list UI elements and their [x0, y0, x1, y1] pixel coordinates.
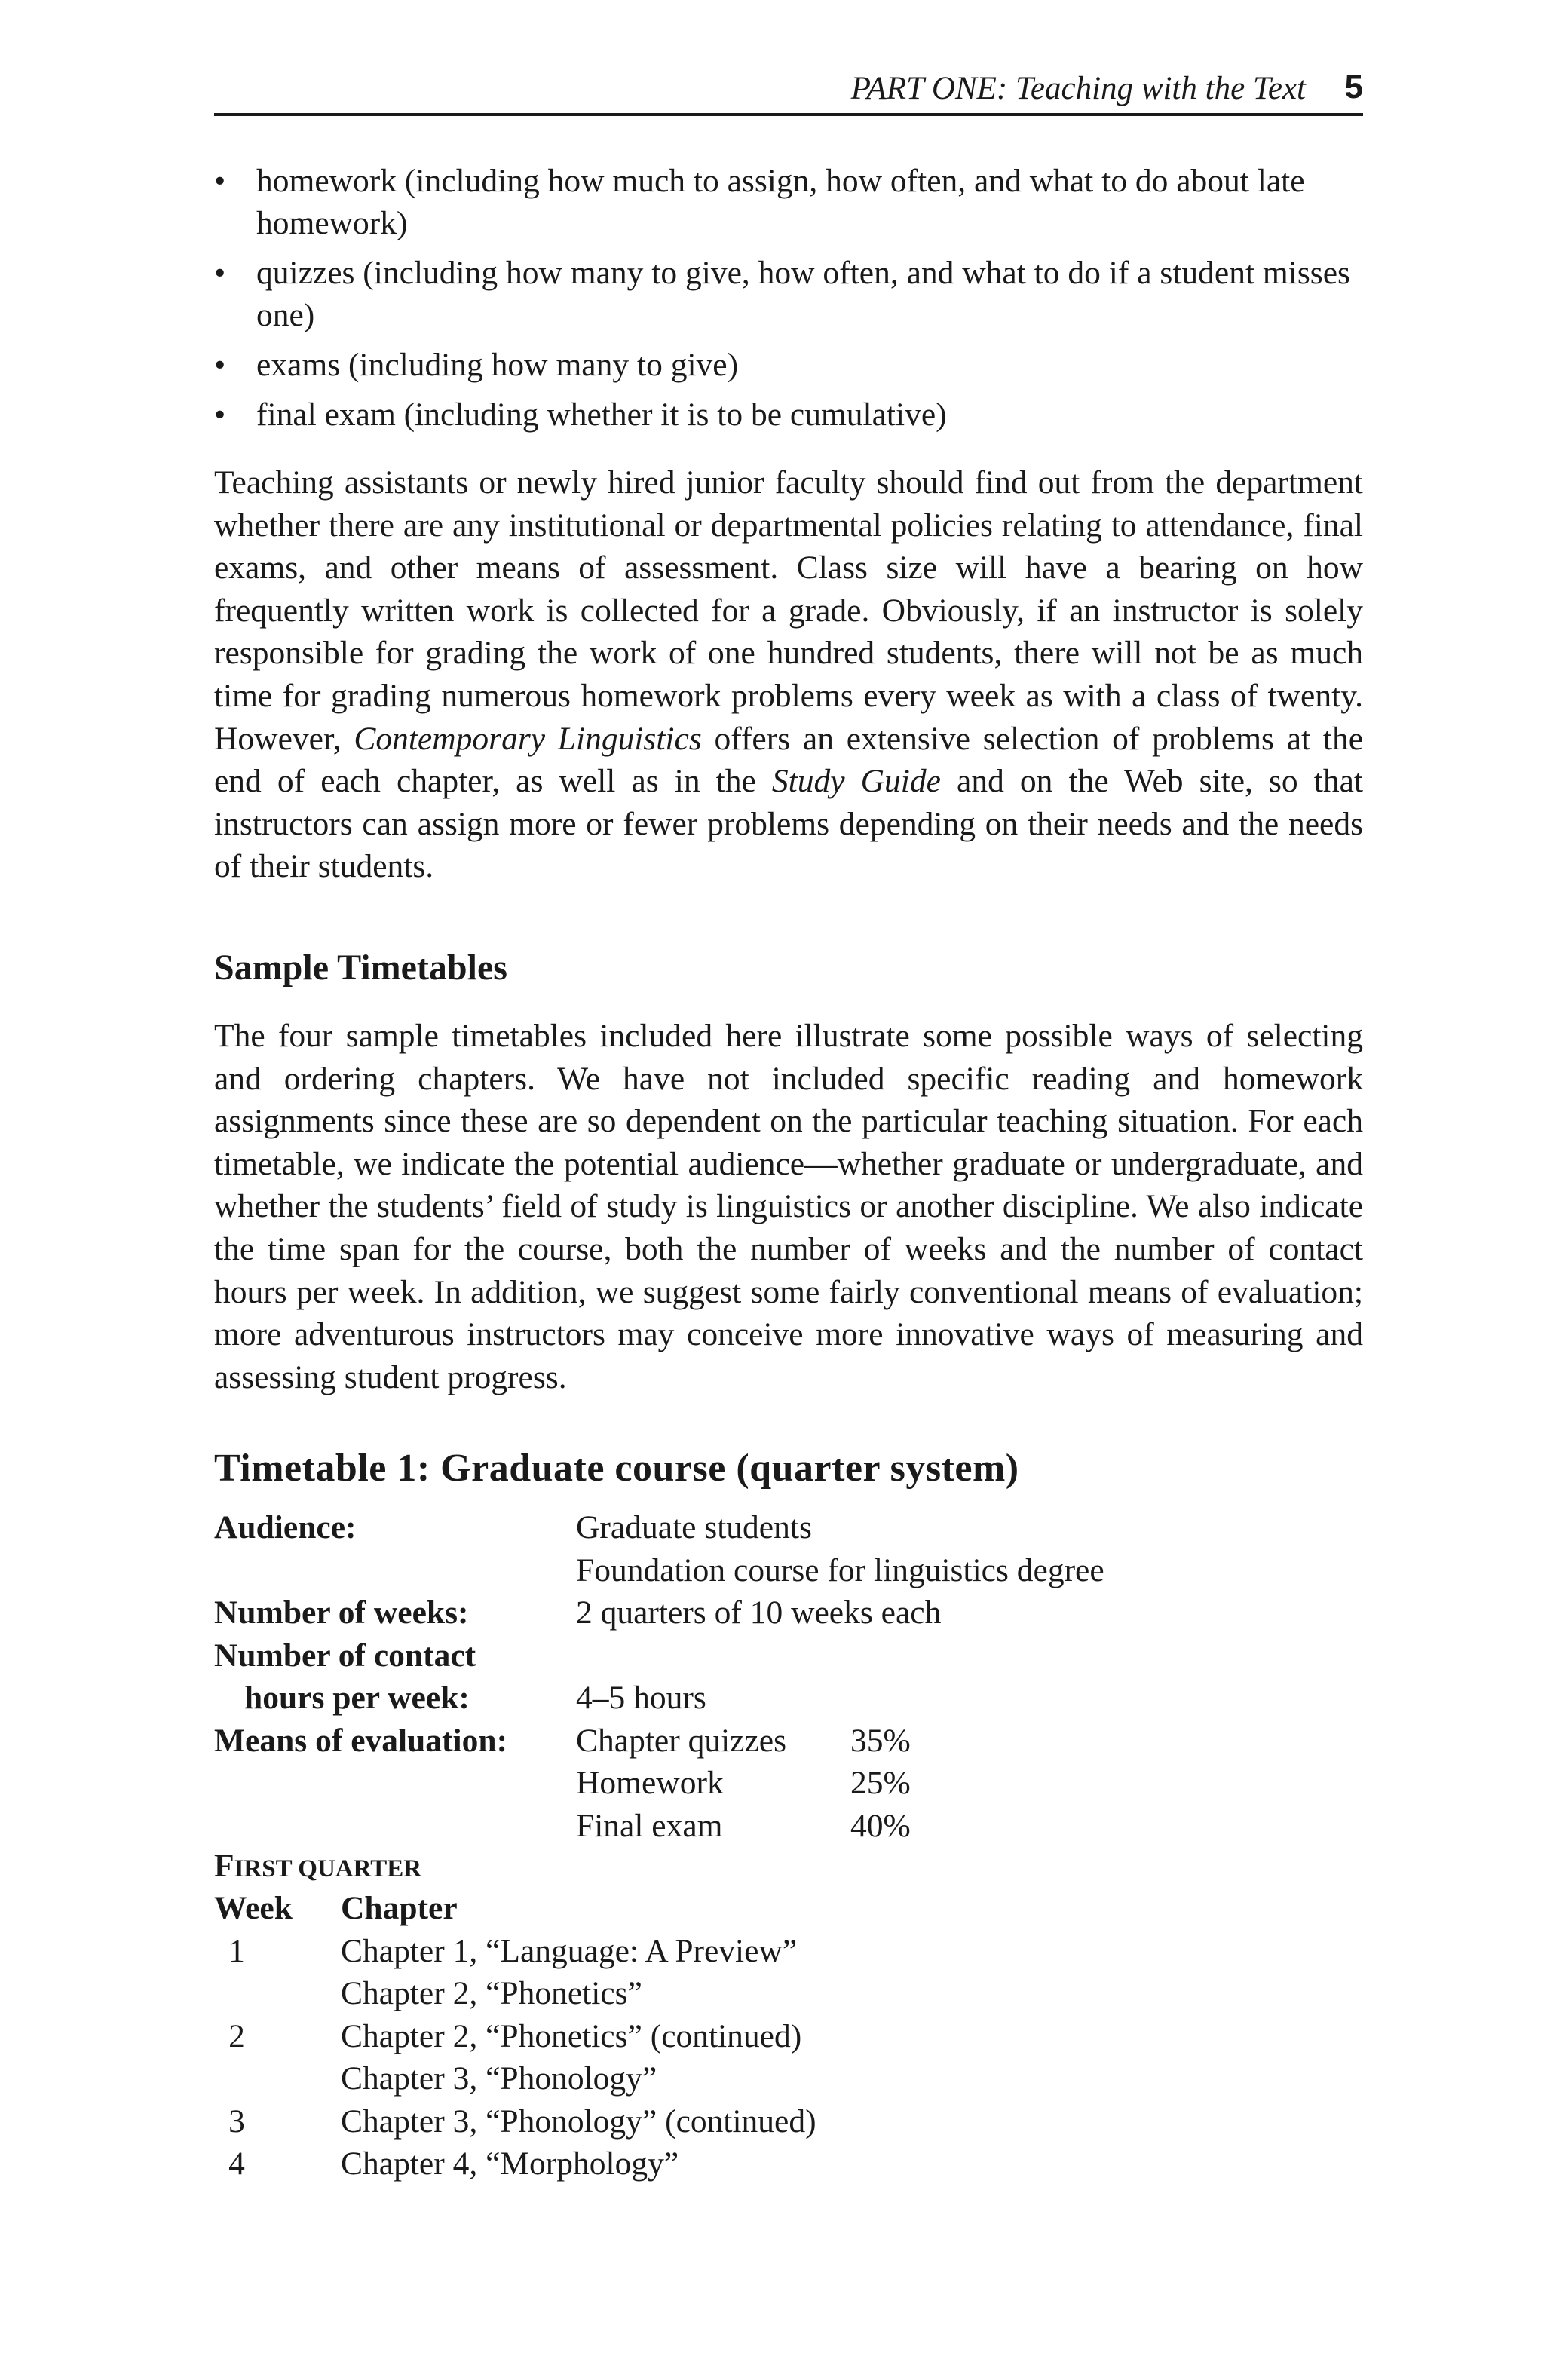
audience-row-2 [214, 1549, 1363, 1592]
running-header-title: PART ONE: Teaching with the Text [850, 71, 1306, 106]
audience-row [214, 1506, 1363, 1549]
week-cell: 2 [228, 2017, 245, 2054]
evaluation-item: Chapter quizzes [576, 1722, 787, 1759]
chapter-cell: Chapter 1, “Language: A Preview” [341, 1932, 798, 1969]
bullet-icon: • [214, 255, 226, 291]
table-row [214, 2015, 1363, 2058]
contact-label: hours per week: [244, 1680, 470, 1716]
page-number: 5 [1344, 69, 1363, 106]
section-heading: Sample Timetables [214, 948, 507, 988]
evaluation-percent: 40% [850, 1807, 911, 1844]
chapter-cell: Chapter 3, “Phonology” (continued) [341, 2103, 816, 2140]
week-cell: 3 [228, 2103, 245, 2140]
weeks-label: Number of weeks: [214, 1594, 469, 1631]
evaluation-label: Means of evaluation: [214, 1722, 508, 1759]
policy-bullet-list [214, 160, 1363, 443]
evaluation-item: Homework [576, 1765, 724, 1801]
chapter-cell: Chapter 2, “Phonetics” [341, 1975, 642, 2011]
running-header [214, 66, 1363, 116]
audience-value: Foundation course for linguistics degree [576, 1551, 1104, 1588]
bullet-icon: • [214, 163, 226, 199]
chapter-cell: Chapter 2, “Phonetics” (continued) [341, 2017, 802, 2054]
timetable-details [214, 1506, 1363, 1847]
week-chapter-table [214, 1887, 1363, 2185]
evaluation-row [214, 1720, 1363, 1763]
evaluation-row [214, 1762, 1363, 1805]
table-row [214, 2143, 1363, 2185]
audience-label: Audience: [214, 1509, 357, 1545]
evaluation-row [214, 1805, 1363, 1848]
table-row [214, 2057, 1363, 2100]
week-cell: 1 [228, 1932, 245, 1969]
assessment-paragraph: Teaching assistants or newly hired junior faculty should find out from the department whether there are any institutional or departmental policies relating to attendance, final exams, and other means of assessment. Class size will have a bearing on how frequently written work is collected for a grade. Obviously, if an instructor is solely responsible for grading the work of one hundred students, there will not be as much time for grading numerous homework problems every week as with a class of twenty. However, Contemporary Linguistics offers an extensive selection of problems at the end of each chapter, as well as in the Study Guide and on the Web site, so that instructors can assign more or fewer problems depending on their needs and the needs of their students. [214, 464, 1363, 885]
evaluation-item: Final exam [576, 1807, 723, 1844]
evaluation-percent: 35% [850, 1722, 911, 1759]
chapter-cell: Chapter 4, “Morphology” [341, 2146, 679, 2182]
bullet-icon: • [214, 347, 226, 383]
list-item: • final exam (including whether it is to be cumulative) [214, 394, 1363, 436]
list-item: • quizzes (including how many to give, how often, and what to do if a student misses one) [214, 252, 1363, 336]
table-header-row [214, 1887, 1363, 1930]
timetable-heading: Timetable 1: Graduate course (quarter system) [214, 1447, 1019, 1490]
list-item: • exams (including how many to give) [214, 344, 1363, 386]
contact-label: Number of contact [214, 1637, 476, 1674]
weeks-row [214, 1591, 1363, 1634]
audience-value: Graduate students [576, 1509, 812, 1545]
timetables-intro-paragraph: The four sample timetables included here illustrate some possible ways of selecting and ordering chapters. We have not included specific reading and homework assignments since these are so dependent on the particular teaching situation. For each timetable, we indicate the potential audience—whether graduate or undergraduate, and whether the students’ field of study is linguistics or another discipline. We also indicate the time span for the course, both the number of weeks and the number of contact hours per week. In addition, we suggest some fairly conventional means of evaluation; more adventurous instructors may conceive more innovative ways of measuring and assessing student progress. [214, 1018, 1363, 1395]
table-row [214, 2100, 1363, 2143]
chapter-column-header: Chapter [341, 1890, 458, 1926]
weeks-value: 2 quarters of 10 weeks each [576, 1594, 942, 1631]
bullet-icon: • [214, 397, 226, 433]
book-title: Contemporary Linguistics [354, 720, 702, 757]
table-row [214, 1972, 1363, 2015]
chapter-cell: Chapter 3, “Phonology” [341, 2060, 657, 2097]
contact-row-2 [214, 1677, 1363, 1720]
first-quarter-heading: FIRST QUARTER [214, 1848, 422, 1884]
week-cell: 4 [228, 2146, 245, 2182]
contact-row-1 [214, 1634, 1363, 1677]
evaluation-percent: 25% [850, 1765, 911, 1801]
contact-value: 4–5 hours [576, 1680, 706, 1716]
table-row [214, 1930, 1363, 1973]
week-column-header: Week [214, 1890, 293, 1926]
list-item: • homework (including how much to assign, how often, and what to do about late homework) [214, 160, 1363, 244]
study-guide-title: Study Guide [771, 763, 941, 800]
